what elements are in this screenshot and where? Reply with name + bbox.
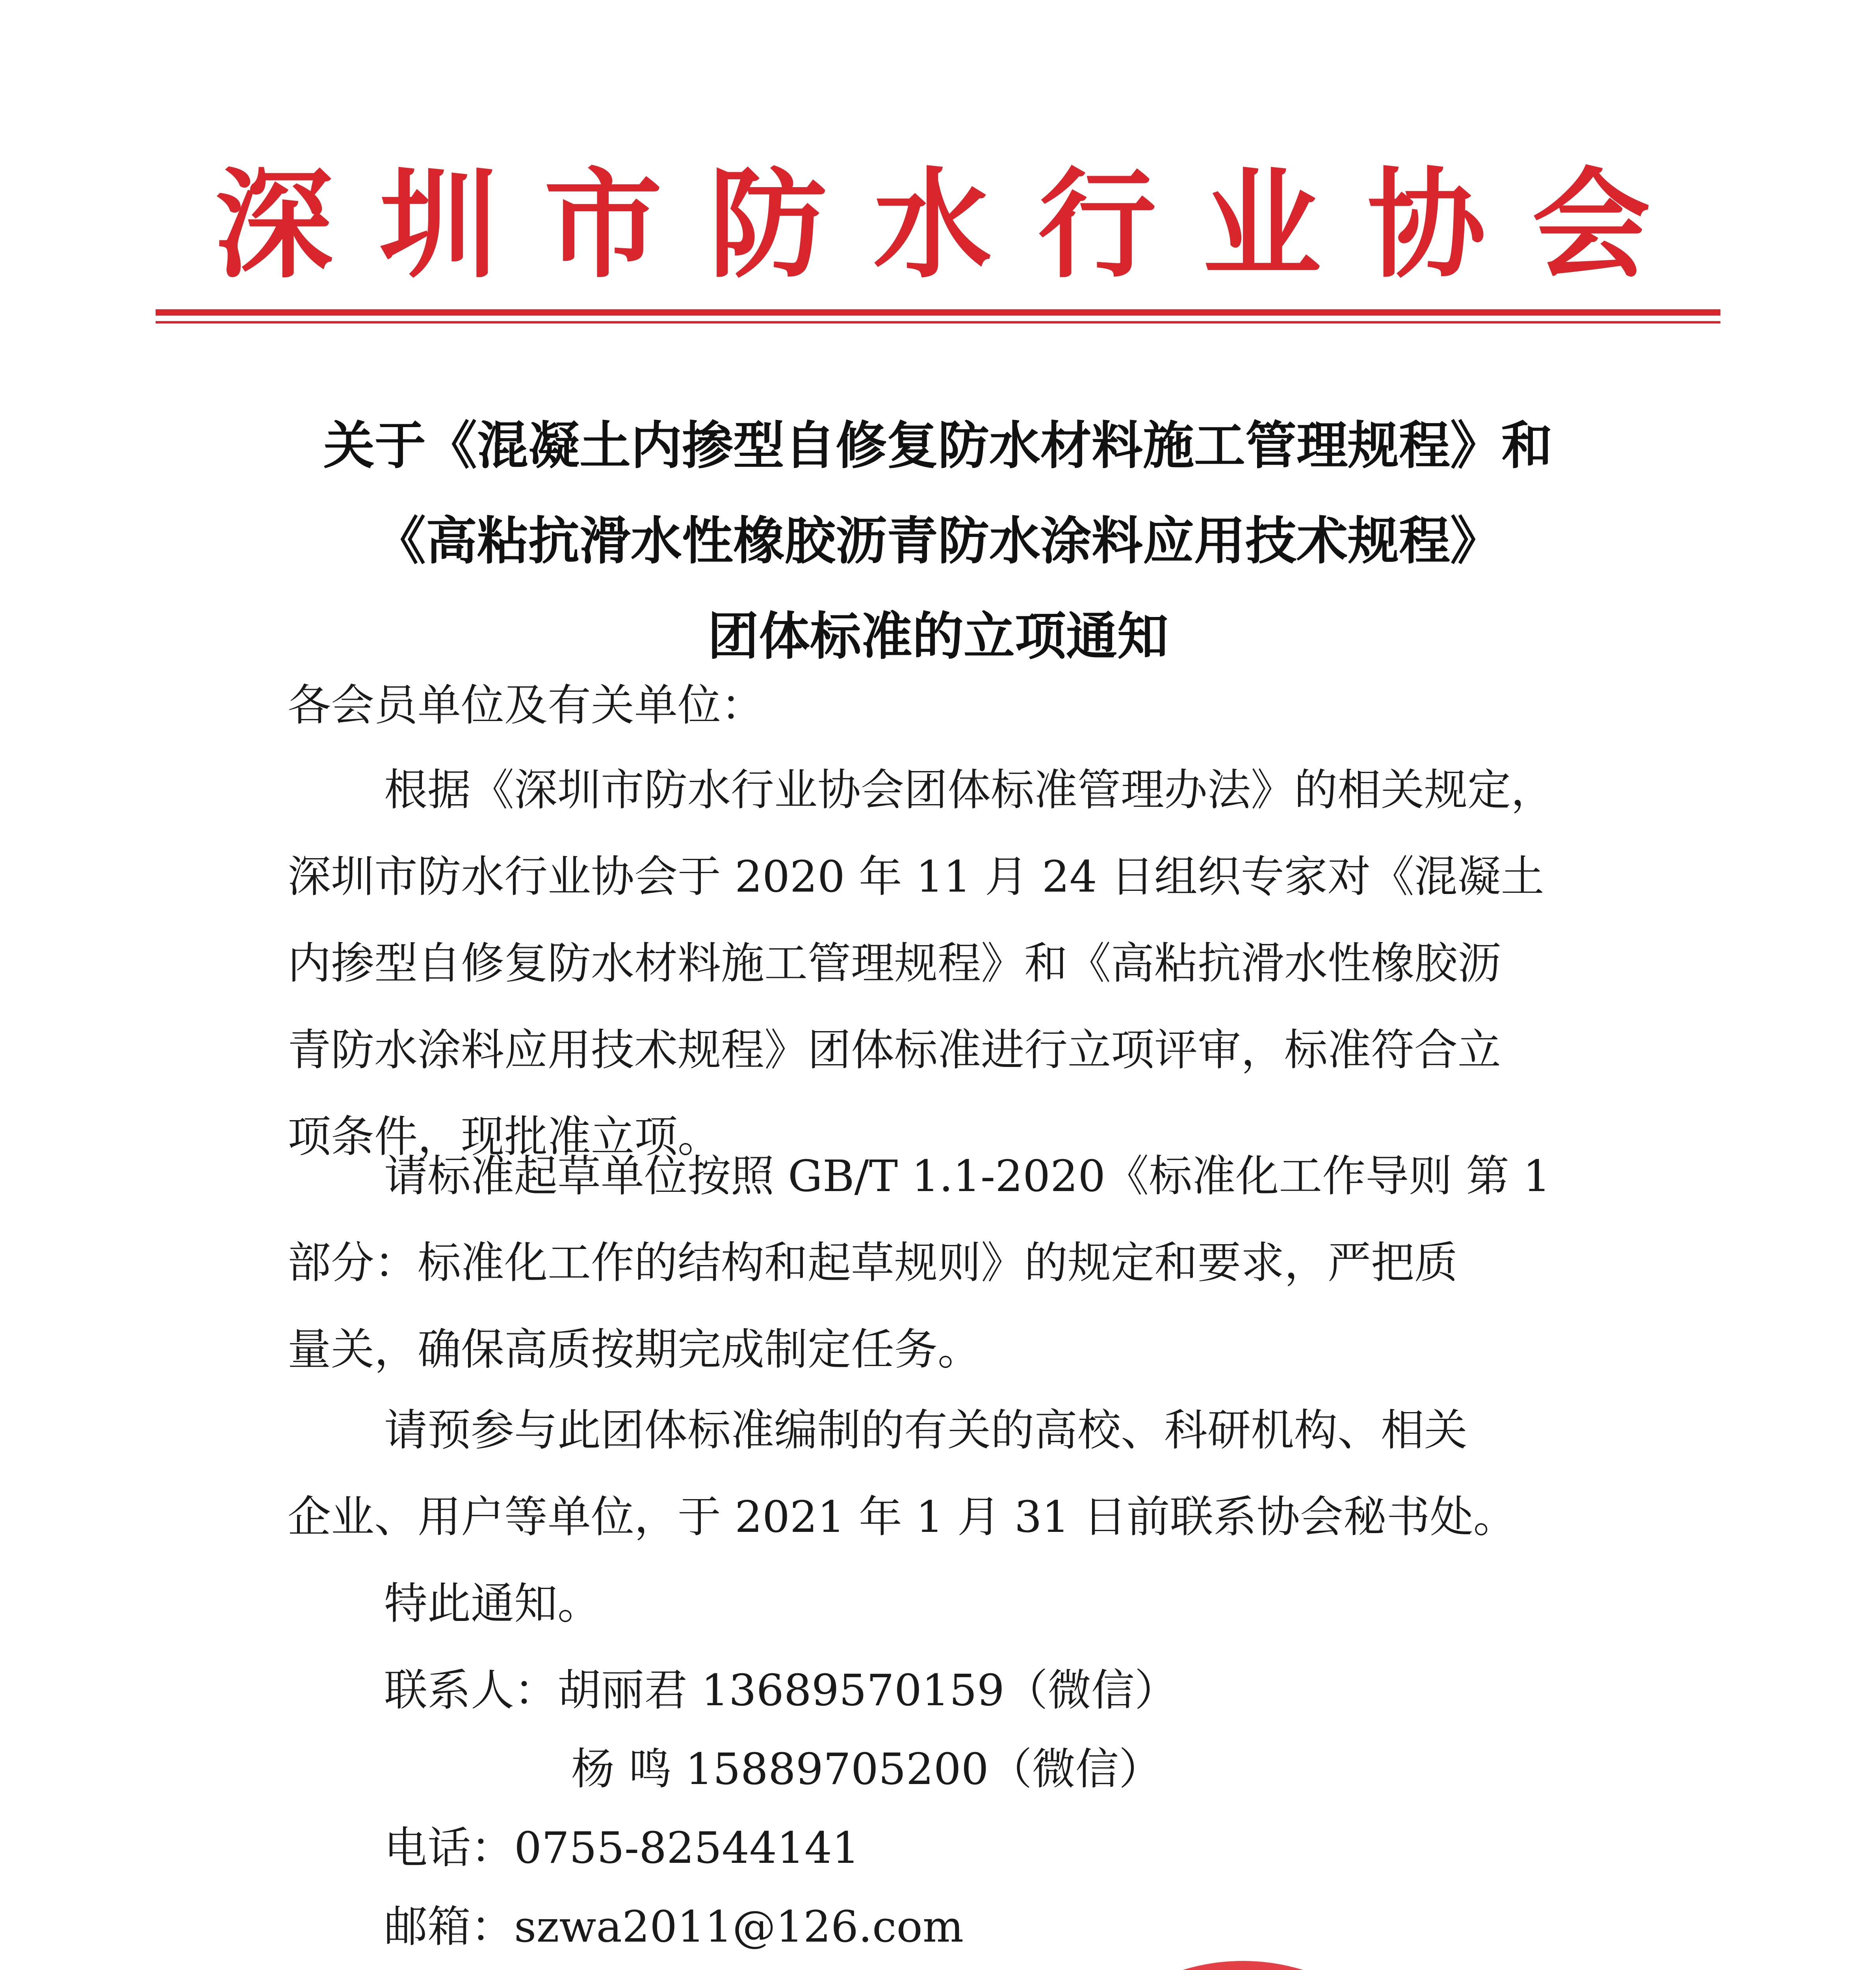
paragraph-2 bbox=[288, 1133, 1611, 1393]
notice-closing: 特此通知。 bbox=[384, 1578, 601, 1629]
email-row bbox=[384, 1887, 1178, 1966]
email-label: 邮箱： bbox=[384, 1901, 514, 1952]
salutation: 各会员单位及有关单位： bbox=[288, 680, 764, 730]
contact-label: 联系人： bbox=[384, 1665, 557, 1715]
paragraph-1-line: 深圳市防水行业协会于 2020 年 11 月 24 日组织专家对《混凝土 bbox=[288, 851, 1544, 902]
contact-row-2 bbox=[384, 1730, 1178, 1808]
paragraph-2-line: 部分：标准化工作的结构和起草规则》的规定和要求，严把质 bbox=[288, 1238, 1458, 1288]
phone-row bbox=[384, 1808, 1178, 1887]
paragraph-1 bbox=[288, 747, 1611, 1180]
letterhead-divider bbox=[156, 309, 1720, 323]
paragraph-3-line: 企业、用户等单位，于 2021 年 1 月 31 日前联系协会秘书处。 bbox=[288, 1492, 1517, 1542]
paragraph-3 bbox=[288, 1387, 1611, 1560]
title-line-1: 关于《混凝土内掺型自修复防水材料施工管理规程》和 bbox=[323, 416, 1553, 476]
contact-block bbox=[384, 1651, 1178, 1966]
paragraph-1-line: 青防水涂料应用技术规程》团体标准进行立项评审，标准符合立 bbox=[288, 1025, 1501, 1075]
title-line-3: 团体标准的立项通知 bbox=[707, 606, 1168, 666]
contact-person-1: 胡丽君 13689570159（微信） bbox=[557, 1665, 1178, 1715]
letterhead-title: 深圳市防水行业协会 bbox=[215, 155, 1697, 294]
title-line-2: 《高粘抗滑水性橡胶沥青防水涂料应用技术规程》 bbox=[374, 511, 1501, 571]
contact-row-1 bbox=[384, 1651, 1178, 1730]
contact-person-2: 杨 鸣 15889705200（微信） bbox=[571, 1744, 1162, 1794]
paragraph-1-line: 内掺型自修复防水材料施工管理规程》和《高粘抗滑水性橡胶沥 bbox=[288, 938, 1501, 989]
paragraph-2-line: 量关，确保高质按期完成制定任务。 bbox=[288, 1324, 981, 1375]
phone-number: 0755-82544141 bbox=[514, 1823, 860, 1873]
paragraph-1-line: 项条件，现批准立项。 bbox=[288, 1111, 721, 1162]
official-seal-stamp bbox=[1034, 1956, 1452, 1970]
email-address[interactable]: szwa2011@126.com bbox=[514, 1901, 964, 1952]
paragraph-2-line: 请标准起草单位按照 GB/T 1.1-2020《标准化工作导则 第 1 bbox=[384, 1151, 1551, 1201]
paragraph-1-line: 根据《深圳市防水行业协会团体标准管理办法》的相关规定， bbox=[384, 765, 1554, 815]
phone-label: 电话： bbox=[384, 1823, 514, 1873]
document-title bbox=[221, 398, 1655, 684]
paragraph-3-line: 请预参与此团体标准编制的有关的高校、科研机构、相关 bbox=[384, 1405, 1467, 1455]
